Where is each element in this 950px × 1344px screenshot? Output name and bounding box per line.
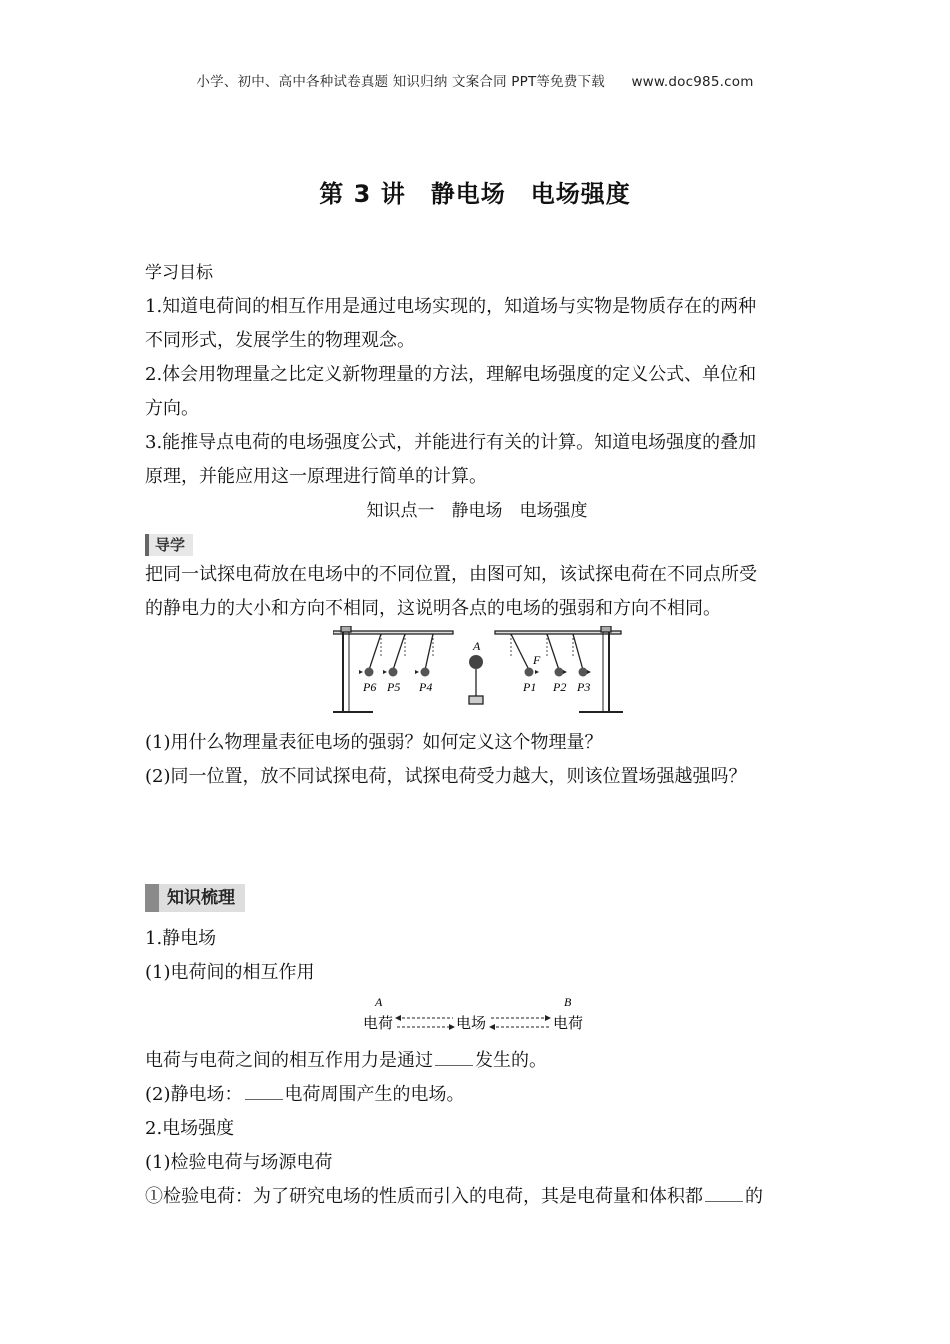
interaction-diagram: [357, 994, 589, 1038]
charge-stand: [469, 696, 483, 704]
intro-line: 把同一试探电荷放在电场中的不同位置，由图可知，该试探电荷在不同点所受: [145, 564, 757, 585]
answer-blank[interactable]: [705, 1181, 743, 1202]
label-p3: P3: [577, 680, 591, 694]
pendulum-figure: [333, 626, 625, 716]
review-sentence-1: 电荷与电荷之间的相互作用力是通过 发生的。: [145, 1044, 809, 1078]
label-a: A: [473, 639, 481, 653]
ball-p3: [579, 668, 588, 677]
review-subheading-1: (1)电荷间的相互作用: [145, 962, 315, 983]
diagram-field: 电场: [456, 1014, 487, 1032]
ball-p2: [555, 668, 564, 677]
objective-line: 1.知道电荷间的相互作用是通过电场实现的，知道场与实物是物质存在的两种: [145, 296, 757, 317]
objective-line: 方向。: [145, 398, 199, 419]
guide-badge-row: [145, 528, 809, 558]
section-title: 知识点一 静电场 电场强度: [366, 501, 588, 521]
question-2: (2)同一位置，放不同试探电荷，试探电荷受力越大，则该位置场强越强吗？: [145, 766, 747, 787]
header-site[interactable]: www.doc985.com: [631, 74, 754, 90]
review-heading-1: 1.静电场: [145, 928, 217, 949]
document-body: [145, 256, 809, 1214]
ball-p1: [525, 668, 534, 677]
guide-badge: 导学: [145, 534, 193, 556]
answer-blank[interactable]: [245, 1079, 283, 1100]
document-title: 第 3 讲 静电场 电场强度: [319, 180, 631, 208]
review-heading-2: 2.电场强度: [145, 1118, 235, 1139]
label-p4: P4: [419, 680, 433, 694]
right-clamp: [601, 626, 611, 632]
label-p6: P6: [363, 680, 377, 694]
label-p5: P5: [387, 680, 401, 694]
objective-line: 原理，并能应用这一原理进行简单的计算。: [145, 466, 487, 487]
intro-line: 的静电力的大小和方向不相同，这说明各点的电场的强弱和方向不相同。: [145, 598, 721, 619]
review-sentence-3: ①检验电荷：为了研究电场的性质而引入的电荷，其是电荷量和体积都 的: [145, 1180, 809, 1214]
objective-line: 不同形式，发展学生的物理观念。: [145, 330, 415, 351]
objective-line: 3.能推导点电荷的电场强度公式，并能进行有关的计算。知道电场强度的叠加: [145, 432, 757, 453]
charge-a: [469, 655, 483, 669]
ball-p5: [389, 668, 398, 677]
ball-p6: [365, 668, 374, 677]
review-badge-row: [145, 884, 809, 922]
answer-blank[interactable]: [435, 1045, 473, 1066]
label-p2: P2: [553, 680, 567, 694]
page-header: [0, 70, 950, 90]
review-badge: 知识梳理: [145, 884, 245, 912]
objectives-heading: 学习目标: [145, 263, 213, 283]
diagram-label-b: B: [564, 995, 572, 1009]
diagram-label-a: A: [375, 995, 383, 1009]
diagram-left-charge: 电荷: [363, 1014, 394, 1032]
question-1: (1)用什么物理量表征电场的强弱？如何定义这个物理量？: [145, 732, 603, 753]
label-force: F: [533, 653, 541, 667]
objective-line: 2.体会用物理量之比定义新物理量的方法，理解电场强度的定义公式、单位和: [145, 364, 757, 385]
label-p1: P1: [523, 680, 537, 694]
left-clamp: [341, 626, 351, 632]
header-text: 小学、初中、高中各种试卷真题 知识归纳 文案合同 PPT等免费下载: [196, 74, 605, 90]
review-sentence-2: (2)静电场： 电荷周围产生的电场。: [145, 1078, 809, 1112]
ball-p4: [421, 668, 430, 677]
review-subheading-2: (1)检验电荷与场源电荷: [145, 1152, 333, 1173]
diagram-right-charge: 电荷: [553, 1014, 584, 1032]
